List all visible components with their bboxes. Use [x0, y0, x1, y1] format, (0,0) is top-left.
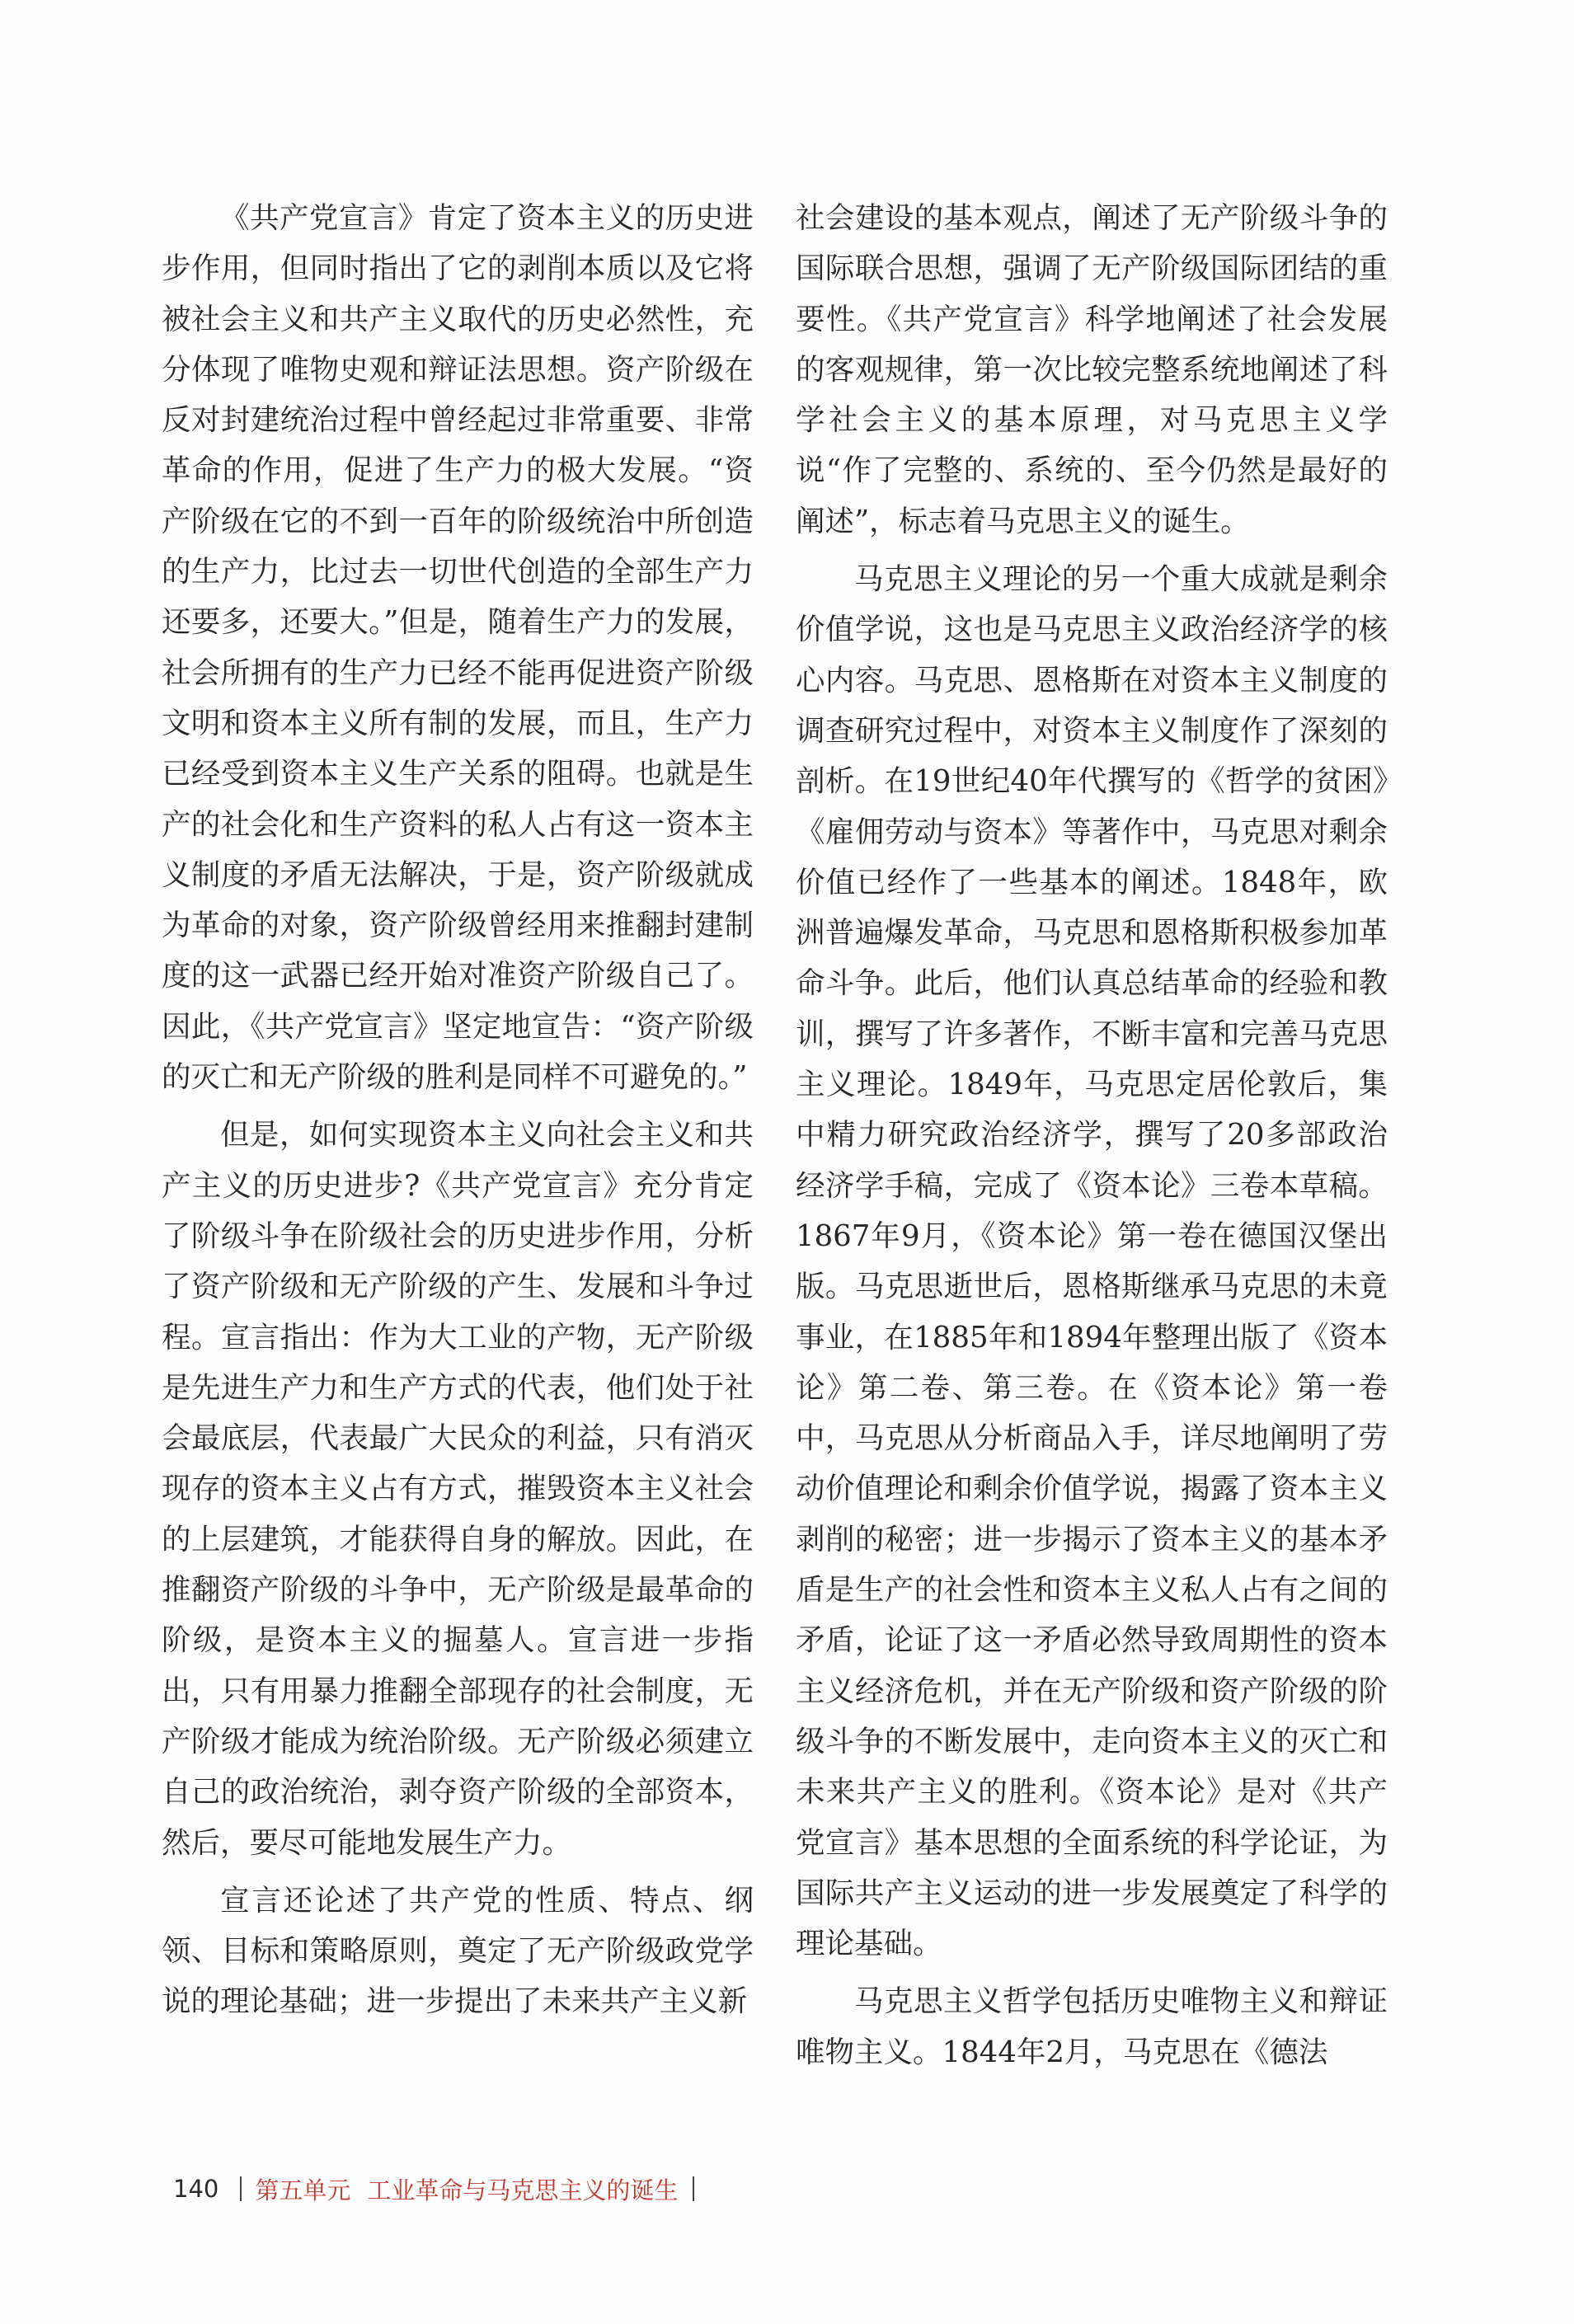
unit-title: 工业革命与马克思主义的诞生: [367, 2176, 679, 2204]
paragraph: 马克思主义理论的另一个重大成就是剩余价值学说，这也是马克思主义政治经济学的核心内容。马克思、恩格斯在对资本主义制度的调查研究过程中，对资本主义制度作了深刻的剖析。在19世纪40年代撰写的《哲学的贫困》《雇佣劳动与资本》等著作中，马克思对剩余价值已经作了一些基本的阐述。1848年，欧洲普遍爆发革命，马克思和恩格斯积极参加革命斗争。此后，他们认真总结革命的经验和教训，撰写了许多著作，不断丰富和完善马克思主义理论。1849年，马克思定居伦敦后，集中精力研究政治经济学，撰写了20多部政治经济学手稿，完成了《资本论》三卷本草稿。1867年9月，《资本论》第一卷在德国汉堡出版。马克思逝世后，恩格斯继承马克思的未竟事业，在1885年和1894年整理出版了《资本论》第二卷、第三卷。在《资本论》第一卷中，马克思从分析商品入手，详尽地阐明了劳动价值理论和剩余价值学说，揭露了资本主义剥削的秘密；进一步揭示了资本主义的基本矛盾是生产的社会性和资本主义私人占有之间的矛盾，论证了这一矛盾必然导致周期性的资本主义经济危机，并在无产阶级和资产阶级的阶级斗争的不断发展中，走向资本主义的灭亡和未来共产主义的胜利。《资本论》是对《共产党宣言》基本思想的全面系统的科学论证，为国际共产主义运动的进一步发展奠定了科学的理论基础。: [796, 562, 1388, 1961]
paragraph: 但是，如何实现资本主义向社会主义和共产主义的历史进步?《共产党宣言》充分肯定了阶级斗争在阶级社会的历史进步作用，分析了资产阶级和无产阶级的产生、发展和斗争过程。宣言指出：作为大工业的产物，无产阶级是先进生产力和生产方式的代表，他们处于社会最底层，代表最广大民众的利益，只有消灭现存的资本主义占有方式，摧毁资本主义社会的上层建筑，才能获得自身的解放。因此，在推翻资产阶级的斗争中，无产阶级是最革命的阶级，是资本主义的掘墓人。宣言进一步指出，只有用暴力推翻全部现存的社会制度，无产阶级才能成为统治阶级。无产阶级必须建立自己的政治统治，剥夺资产阶级的全部资本，然后，要尽可能地发展生产力。: [162, 1118, 754, 1860]
paragraph: 《共产党宣言》肯定了资本主义的历史进步作用，但同时指出了它的剥削本质以及它将被社会主义和共产主义取代的历史必然性，充分体现了唯物史观和辩证法思想。资产阶级在反对封建统治过程中曾经起过非常重要、非常革命的作用，促进了生产力的极大发展。“资产阶级在它的不到一百年的阶级统治中所创造的生产力，比过去一切世代创造的全部生产力还要多，还要大。”但是，随着生产力的发展，社会所拥有的生产力已经不能再促进资产阶级文明和资本主义所有制的发展，而且，生产力已经受到资本主义生产关系的阻碍。也就是生产的社会化和生产资料的私人占有这一资本主义制度的矛盾无法解决，于是，资产阶级就成为革命的对象，资产阶级曾经用来推翻封建制度的这一武器已经开始对准资产阶级自己了。因此，《共产党宣言》坚定地宣告：“资产阶级的灭亡和无产阶级的胜利是同样不可避免的。”: [162, 201, 754, 1095]
paragraph: 宣言还论述了共产党的性质、特点、纲领、目标和策略原则，奠定了无产阶级政党学说的理论基础；进一步提出了未来共产主义新: [162, 1883, 754, 2019]
right-text-column: [796, 193, 1388, 2085]
page-number: 140: [173, 2175, 219, 2203]
footer-divider: [693, 2176, 694, 2201]
footer-divider: [240, 2176, 242, 2201]
paragraph: 马克思主义哲学包括历史唯物主义和辩证唯物主义。1844年2月，马克思在《德法: [796, 1984, 1388, 2069]
paragraph-continuation: 社会建设的基本观点，阐述了无产阶级斗争的国际联合思想，强调了无产阶级国际团结的重要性。《共产党宣言》科学地阐述了社会发展的客观规律，第一次比较完整系统地阐述了科学社会主义的基本原理，对马克思主义学说“作了完整的、系统的、至今仍然是最好的阐述”，标志着马克思主义的诞生。: [796, 201, 1388, 538]
left-text-column: [162, 193, 754, 2035]
page-footer: [173, 2168, 694, 2209]
unit-label: 第五单元: [255, 2176, 351, 2204]
